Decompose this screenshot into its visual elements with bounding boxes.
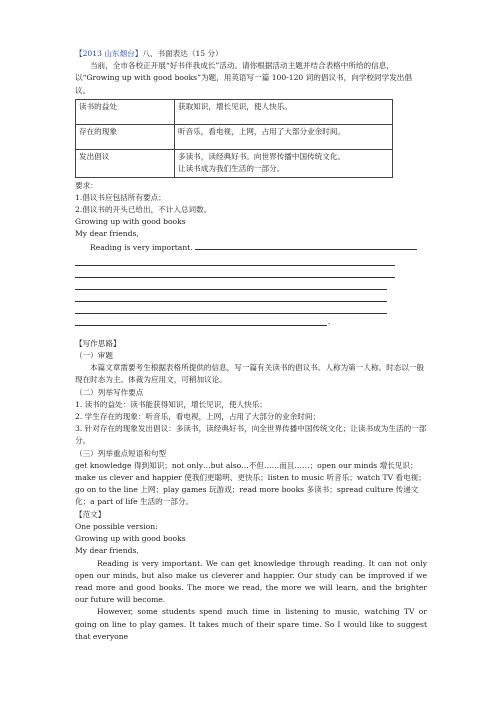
table-label: 读书的益处: [76, 99, 175, 124]
question-prompt: 当前，全市各校正开展“好书伴我成长”活动。请你根据活动主题并结合表格中所给的信息，以“Growing up with good books”为题，用英语写一篇 100-120 词的倡议书，向学校同学发出倡议。: [75, 61, 412, 95]
analysis-point: 1. 读书的益处：读书能获得知识，增长见识，使人快乐；: [75, 399, 267, 409]
table-content: [175, 99, 393, 124]
table-row: [76, 150, 393, 177]
sample-paragraph: Reading is very important. We can get knowledge through reading. It can not only open our minds, but also make us cleverer and happier. Our study can be improved if we read more and good books. The more we read, the more we will learn, and the brighter our future will become.: [75, 558, 427, 605]
answer-line[interactable]: [75, 302, 387, 314]
table-label: 存在的现象: [76, 125, 175, 150]
template-start-text: Reading is very important.: [90, 242, 193, 252]
requirement-item: 2.倡议书的开头已给出，不计入总词数。: [75, 205, 212, 215]
table-content-line: 多读书，读经典好书。向世界传播中国传统文化。: [178, 152, 346, 162]
phrases-text: get knowledge 得到知识；not only…but also…不但……而且……；open our minds 增长见识；make us clever and happier 使我们更聪明、更快乐；listen to music 听音乐；watch TV 看电视；go on to the line 上网；play games 玩游戏；read more books 多读书；spread culture 传递文化；a part of life 生活的一部分。: [75, 460, 426, 507]
analysis-heading: 【写作思路】: [75, 338, 121, 348]
analysis-section-title: （二）列举写作要点: [75, 387, 144, 397]
table-row: [76, 125, 393, 150]
table-row: [76, 99, 393, 124]
table-label: 发出倡议: [76, 150, 175, 177]
table-content-line: 获取知识，增长见识，使人快乐。: [178, 101, 292, 111]
sample-heading: 【范文】: [75, 509, 106, 519]
question-header: [75, 48, 427, 60]
answer-line[interactable]: [75, 254, 395, 266]
table-content: [175, 150, 393, 177]
sample-greeting: My dear friends,: [75, 546, 139, 556]
table-content: [175, 125, 393, 150]
table-content-line: 让读书成为我们生活的一部分。: [178, 164, 285, 174]
sample-intro: One possible version:: [75, 521, 158, 531]
analysis-point: 3. 针对存在的现象发出倡议：多读书，读经典好书，向全世界传播中国传统文化；让读书成为生活的一部分。: [75, 424, 427, 446]
question-source: 【2013 山东烟台】: [75, 49, 143, 58]
answer-line[interactable]: [75, 314, 327, 326]
requirements-title: 要求：: [75, 180, 98, 190]
sample-paragraph: However, some students spend much time in listening to music, watching TV or going on line to play games. It takes much of their spare time. So I would like to suggest that everyone: [75, 607, 427, 641]
answer-line[interactable]: [75, 290, 387, 302]
table-content-line: 听音乐，看电视，上网，占用了大部分业余时间。: [178, 127, 346, 137]
analysis-section-title: （三）列举重点短语和句型: [75, 448, 167, 458]
answer-line[interactable]: [75, 266, 395, 278]
analysis-point: 2. 学生存在的现象：听音乐，看电视，上网，占用了大部分的业余时间；: [75, 412, 321, 422]
answer-line[interactable]: [75, 278, 387, 290]
template-title: Growing up with good books: [75, 217, 186, 227]
question-section: 八、书面表达（15 分）: [142, 49, 223, 58]
analysis-text: 本篇文章需要考生根据表格所提供的信息，写一篇有关读书的倡议书。人称为第一人称。时态以一般现在时态为主。体裁为应用文，可稍加议论。: [75, 363, 425, 385]
sample-title: Growing up with good books: [75, 534, 186, 544]
end-mark: .: [328, 316, 331, 326]
template-start: [75, 241, 427, 254]
analysis-section-title: （一）审题: [75, 351, 113, 361]
answer-blank[interactable]: [195, 241, 417, 250]
requirements-table: [75, 99, 393, 178]
template-greeting: My dear friends,: [75, 229, 139, 239]
requirement-item: 1.倡议书应包括所有要点；: [75, 192, 166, 202]
document-page: [75, 48, 427, 643]
answer-line-last: [75, 314, 427, 326]
